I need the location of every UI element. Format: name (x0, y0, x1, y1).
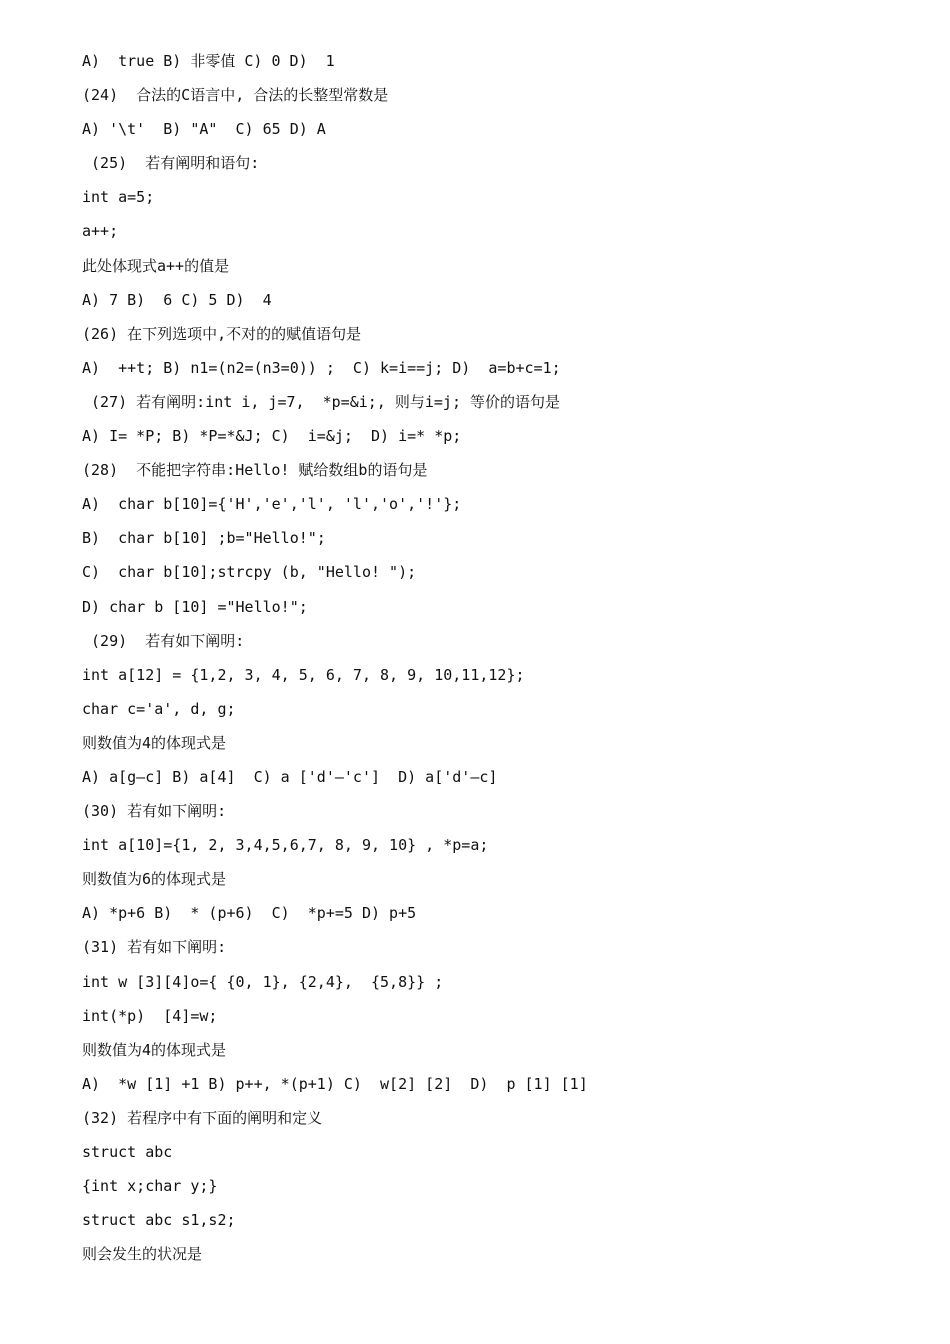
text-line: A) I= *P; B) *P=*&J; C) i=&j; D) i=* *p; (82, 427, 462, 446)
text-line: 则数值为6的体现式是 (82, 870, 227, 889)
text-line: A) char b[10]={'H','e','l', 'l','o','!'}; (82, 495, 462, 514)
text-line: A) *p+6 B) * (p+6) C) *p+=5 D) p+5 (82, 904, 417, 923)
text-line: (28) 不能把字符串:Hello! 赋给数组b的语句是 (82, 461, 428, 480)
text-line: int w [3][4]o={ {0, 1}, {2,4}, {5,8}} ; (82, 972, 444, 991)
text-line: (29) 若有如下阐明: (82, 631, 245, 650)
text-line: (30) 若有如下阐明: (82, 802, 227, 821)
text-line: A) '\t' B) "A" C) 65 D) A (82, 120, 326, 139)
text-line: int(*p) [4]=w; (82, 1006, 218, 1025)
text-line: (32) 若程序中有下面的阐明和定义 (82, 1108, 323, 1127)
text-line: (26) 在下列选项中,不对的的赋值语句是 (82, 324, 362, 343)
text-line: int a=5; (82, 188, 155, 207)
text-line: A) a[g—c] B) a[4] C) a ['d'—'c'] D) a['d'—c] (82, 767, 498, 786)
text-line: (25) 若有阐明和语句: (82, 154, 260, 173)
text-line: 则会发生的状况是 (82, 1245, 203, 1264)
text-line: struct abc (82, 1143, 173, 1161)
text-line: A) *w [1] +1 B) p++, *(p+1) C) w[2] [2] D) p [1] [1] (82, 1074, 588, 1093)
text-line: A) true B) 非零值 C) 0 D) 1 (82, 52, 335, 70)
text-line: a++; (82, 222, 119, 241)
text-line: (31) 若有如下阐明: (82, 938, 227, 957)
text-line: struct abc s1,s2; (82, 1211, 236, 1230)
text-line: {int x;char y;} (82, 1177, 218, 1196)
text-line: 此处体现式a++的值是 (82, 256, 230, 275)
text-line: (24) 合法的C语言中, 合法的长整型常数是 (82, 86, 389, 105)
text-line: C) char b[10];strcpy (b, "Hello! "); (82, 563, 417, 582)
text-line: A) ++t; B) n1=(n2=(n3=0)) ; C) k=i==j; D) a=b+c=1; (82, 358, 561, 377)
text-line: B) char b[10] ;b="Hello!"; (82, 529, 326, 548)
text-line: 则数值为4的体现式是 (82, 733, 227, 752)
text-line: 则数值为4的体现式是 (82, 1040, 227, 1059)
text-line: D) char b [10] ="Hello!"; (82, 597, 308, 616)
text-line: char c='a', d, g; (82, 699, 236, 718)
text-line: A) 7 B) 6 C) 5 D) 4 (82, 290, 272, 309)
text-line: int a[12] = {1,2, 3, 4, 5, 6, 7, 8, 9, 10,11,12}; (82, 665, 525, 684)
text-line: int a[10]={1, 2, 3,4,5,6,7, 8, 9, 10} , *p=a; (82, 836, 489, 855)
text-line: (27) 若有阐明:int i, j=7, *p=&i;, 则与i=j; 等价的语句是 (82, 392, 561, 411)
document-page (82, 44, 922, 1271)
